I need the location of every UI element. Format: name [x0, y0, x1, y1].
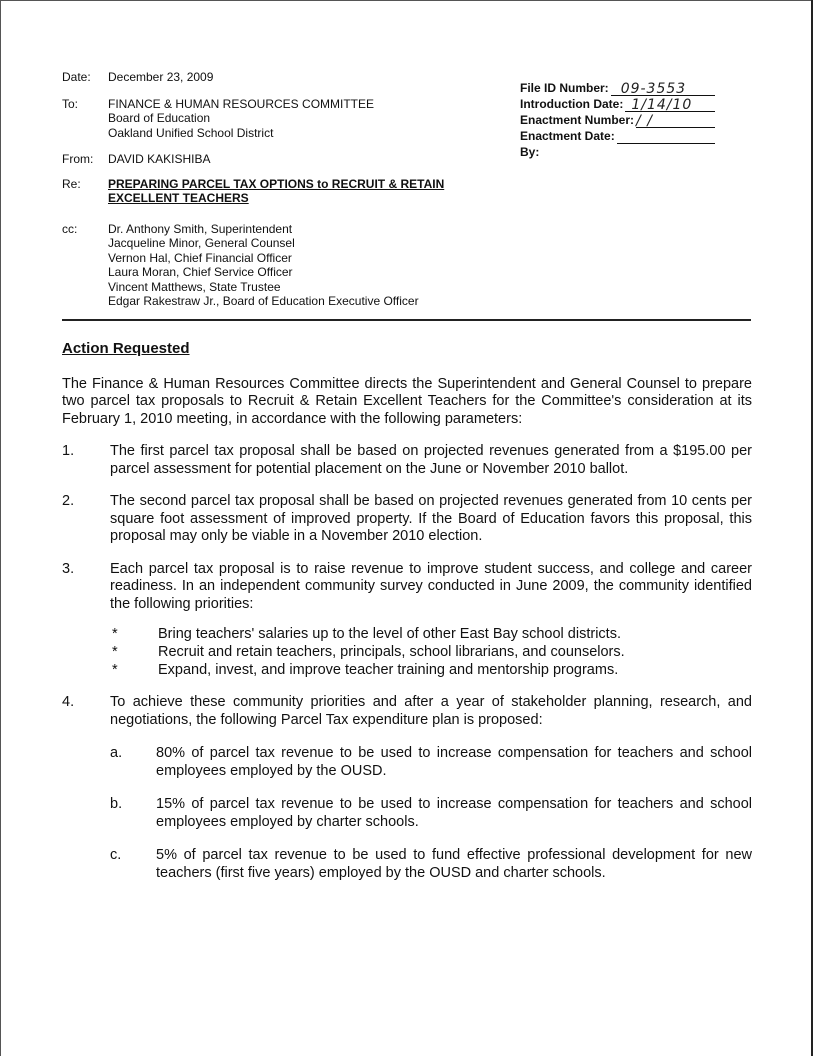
item-number: 2.	[62, 493, 75, 509]
plan-text: 80% of parcel tax revenue to be used to increase compensation for teachers and school employees employed by the OUSD.	[156, 745, 752, 779]
from-value: DAVID KAKISHIBA	[108, 152, 211, 166]
to-line: FINANCE & HUMAN RESOURCES COMMITTEE	[108, 96, 375, 111]
plan-text: 5% of parcel tax revenue to be used to fund effective professional development for new teachers (first five years) employed by the OUSD and charter schools.	[156, 847, 752, 881]
by-label: By:	[520, 145, 540, 159]
cc-line: Dr. Anthony Smith, Superintendent	[108, 221, 293, 236]
priority-text: Expand, invest, and improve teacher training and mentorship programs.	[158, 662, 619, 678]
cc-line: Edgar Rakestraw Jr., Board of Education Executive Officer	[108, 294, 419, 308]
to-recipients	[108, 97, 374, 141]
item-number: 1.	[62, 443, 75, 459]
to-label: To:	[62, 96, 79, 111]
introduction-date-label: Introduction Date:	[520, 97, 624, 111]
item-text: The second parcel tax proposal shall be based on projected revenues generated from 10 cents per square foot assessment of improved property. If the Board of Education favors this proposal, this proposal may only be viable in a November 2010 election.	[110, 493, 752, 544]
parameter-item-4	[62, 694, 752, 882]
plan-item-a	[110, 745, 752, 780]
file-id-line	[520, 80, 715, 96]
file-id-stamp	[520, 80, 715, 160]
item-text: To achieve these community priorities and after a year of stakeholder planning, research, and negotiations, the following Parcel Tax expenditure plan is proposed:	[110, 694, 752, 728]
memo-from-row	[62, 152, 482, 167]
plan-letter: c.	[110, 847, 122, 863]
enactment-date-line	[520, 128, 715, 144]
bullet-icon: *	[112, 644, 118, 660]
bullet-icon: *	[112, 626, 118, 642]
cc-line: Vernon Hal, Chief Financial Officer	[108, 250, 292, 265]
plan-letter: a.	[110, 745, 123, 761]
list-item	[110, 643, 752, 661]
item-text: Each parcel tax proposal is to raise revenue to improve student success, and college and career readiness. In an independent community survey conducted in June 2009, the community identified the following priorities:	[110, 560, 752, 612]
parameter-item-1	[62, 443, 752, 478]
parameter-item-3	[62, 561, 752, 680]
cc-recipients	[108, 222, 419, 309]
parameter-item-2	[62, 493, 752, 546]
re-subject: PREPARING PARCEL TAX OPTIONS to RECRUIT & RETAIN EXCELLENT TEACHERS	[108, 176, 445, 205]
priorities-list	[110, 625, 752, 679]
re-label: Re:	[62, 176, 81, 191]
enactment-number-line	[520, 112, 715, 128]
list-item	[110, 625, 752, 643]
cc-line: Jacqueline Minor, General Counsel	[108, 236, 295, 250]
file-id-label: File ID Number:	[520, 81, 609, 95]
from-label: From:	[62, 152, 94, 166]
plan-item-b	[110, 796, 752, 831]
intro-paragraph: The Finance & Human Resources Committee directs the Superintendent and General Counsel to prepare two parcel tax proposals to Recruit & Retain Excellent Teachers for the Committee's consideration at its February 1, 2010 meeting, in accordance with the following parameters:	[62, 375, 752, 427]
cc-line: Vincent Matthews, State Trustee	[108, 279, 281, 294]
memo-re-row	[62, 177, 482, 206]
memo-date-row	[62, 70, 482, 85]
priority-text: Bring teachers' salaries up to the level of other East Bay school districts.	[158, 626, 621, 642]
bullet-icon: *	[112, 662, 118, 678]
header-divider	[62, 319, 751, 321]
enactment-number-handwritten: / /	[636, 113, 653, 129]
cc-label: cc:	[62, 221, 78, 236]
page-left-border	[0, 0, 1, 1056]
memo-body	[62, 340, 752, 897]
date-value: December 23, 2009	[108, 70, 214, 84]
memo-to-row	[62, 97, 482, 141]
plan-letter: b.	[110, 796, 123, 812]
file-id-handwritten: 09-3553	[620, 81, 687, 97]
enactment-date-label: Enactment Date:	[520, 129, 615, 143]
to-line: Board of Education	[108, 111, 211, 125]
memo-cc-row	[62, 222, 482, 309]
cc-line: Laura Moran, Chief Service Officer	[108, 265, 293, 279]
page-top-border	[0, 0, 813, 1]
list-item	[110, 661, 752, 679]
introduction-date-handwritten: 1/14/10	[631, 97, 693, 113]
item-number: 3.	[62, 560, 75, 577]
memo-header	[62, 70, 482, 321]
plan-item-c	[110, 847, 752, 882]
priority-text: Recruit and retain teachers, principals, school librarians, and counselors.	[158, 644, 625, 660]
date-label: Date:	[62, 70, 91, 84]
plan-text: 15% of parcel tax revenue to be used to increase compensation for teachers and school employees employed by charter schools.	[156, 796, 752, 830]
by-line	[520, 144, 715, 160]
item-number: 4.	[62, 694, 75, 710]
introduction-date-line	[520, 96, 715, 112]
section-heading: Action Requested	[62, 340, 190, 357]
to-line: Oakland Unified School District	[108, 125, 274, 140]
enactment-number-label: Enactment Number:	[520, 113, 635, 127]
item-text: The first parcel tax proposal shall be based on projected revenues generated from a $195.00 per parcel assessment for potential placement on the June or November 2010 ballot.	[110, 443, 752, 477]
